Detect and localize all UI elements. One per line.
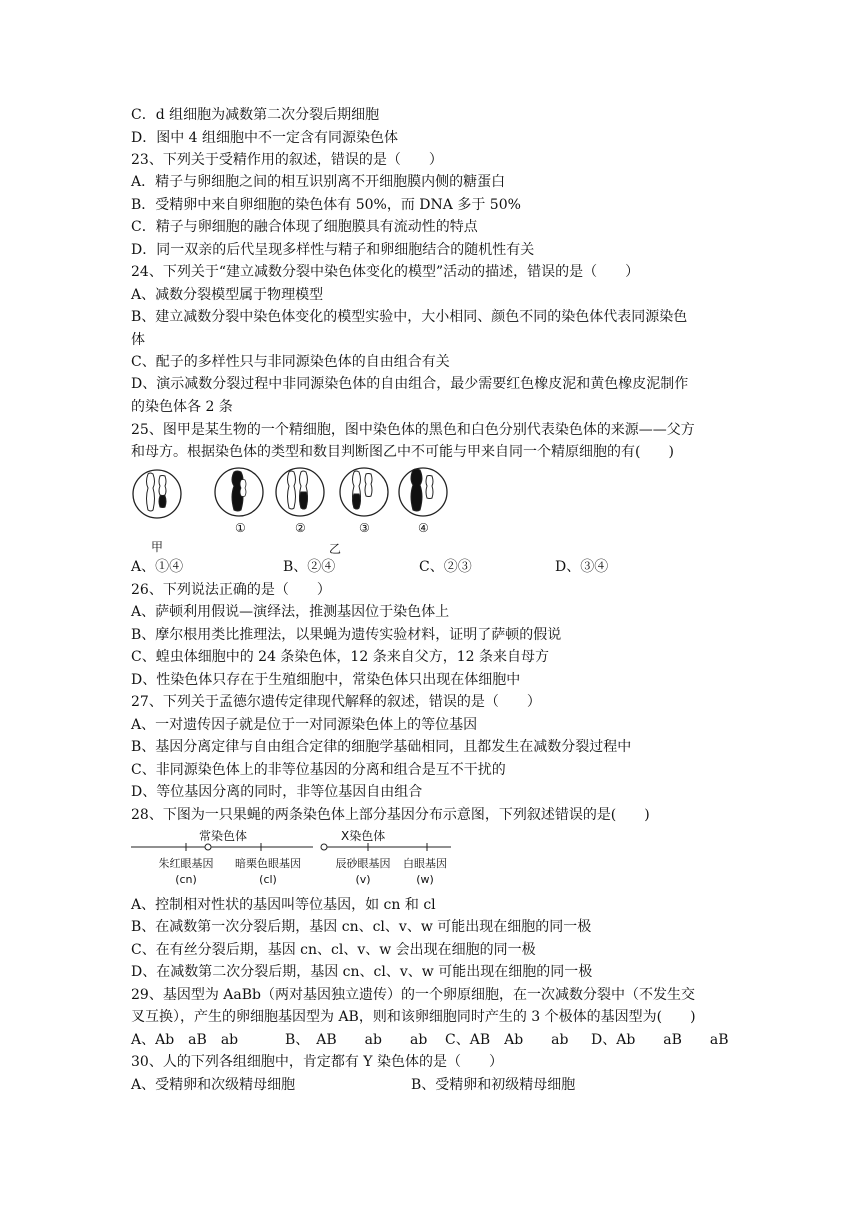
q29-stem-cont: 叉互换），产生的卵细胞基因型为 AB，则和该卵细胞同时产生的 3 个极体的基因型为( ) xyxy=(131,1009,696,1025)
cell-mark-2: ② xyxy=(295,521,306,535)
q28-option-c: C、在有丝分裂后期，基因 cn、cl、v、w 会出现在细胞的同一极 xyxy=(131,942,536,958)
q24-option-c: C、配子的多样性只与非同源染色体的自由组合有关 xyxy=(131,354,450,370)
q30-option-b: B、受精卵和初级精母细胞 xyxy=(411,1077,576,1093)
q26-option-c: C、蝗虫体细胞中的 24 条染色体，12 条来自父方，12 条来自母方 xyxy=(131,649,549,665)
q26-option-b: B、摩尔根用类比推理法，以果蝇为遗传实验材料，证明了萨顿的假说 xyxy=(131,627,562,643)
q24-option-b-cont: 体 xyxy=(131,332,145,348)
gene-name-cl: 暗栗色眼基因 xyxy=(235,857,301,870)
cell-mark-3: ③ xyxy=(359,521,370,535)
q25-figure-svg xyxy=(131,466,461,556)
gene-symbol-cn: (cn) xyxy=(175,873,197,886)
q23-option-c: C．精子与卵细胞的融合体现了细胞膜具有流动性的特点 xyxy=(131,219,478,235)
q23-option-b: B．受精卵中来自卵细胞的染色体有 50%，而 DNA 多于 50% xyxy=(131,197,521,213)
q27-option-d: D、等位基因分离的同时，非等位基因自由组合 xyxy=(131,784,423,800)
q25-stem-cont: 和母方。根据染色体的类型和数目判断图乙中不可能与甲来自同一个精原细胞的有( ) xyxy=(131,444,674,460)
q25-option-a: A、①④ xyxy=(131,559,184,575)
q26-option-d: D、性染色体只存在于生殖细胞中，常染色体只出现在体细胞中 xyxy=(131,672,521,688)
q28-option-a: A、控制相对性状的基因叫等位基因，如 cn 和 cl xyxy=(131,897,436,913)
autosome-title: 常染色体 xyxy=(199,829,248,843)
cell-3 xyxy=(340,468,388,516)
q25-figure xyxy=(131,466,461,556)
q27-option-a: A、一对遗传因子就是位于一对同源染色体上的等位基因 xyxy=(131,717,478,733)
gene-name-cn: 朱红眼基因 xyxy=(158,857,214,870)
q27-option-c: C、非同源染色体上的非等位基因的分离和组合是互不干扰的 xyxy=(131,762,506,778)
q24-stem: 24、下列关于“建立减数分裂中染色体变化的模型”活动的描述，错误的是（ ） xyxy=(131,264,640,280)
q25-option-c: C、②③ xyxy=(419,559,472,575)
q30-option-a: A、受精卵和次级精母细胞 xyxy=(131,1077,296,1093)
q26-option-a: A、萨顿利用假说—演绎法，推测基因位于染色体上 xyxy=(131,604,450,620)
cell-jia xyxy=(133,470,181,518)
cell-1 xyxy=(215,468,263,516)
q28-option-b: B、在减数第一次分裂后期，基因 cn、cl、v、w 可能出现在细胞的同一极 xyxy=(131,919,592,935)
gene-symbol-cl: (cl) xyxy=(259,873,277,886)
q29-option-c: C、AB Ab ab xyxy=(445,1032,569,1048)
q24-option-d-cont: 的染色体各 2 条 xyxy=(131,399,233,415)
q26-stem: 26、下列说法正确的是（ ） xyxy=(131,582,331,598)
cell-4 xyxy=(399,468,447,516)
label-jia: 甲 xyxy=(151,540,164,554)
q27-option-b: B、基因分离定律与自由组合定律的细胞学基础相同，且都发生在减数分裂过程中 xyxy=(131,739,632,755)
cell-mark-1: ① xyxy=(235,521,246,535)
q28-figure xyxy=(131,827,461,891)
q24-option-d: D、演示减数分裂过程中非同源染色体的自由组合，最少需要红色橡皮泥和黄色橡皮泥制作 xyxy=(131,376,689,392)
q23-option-a: A．精子与卵细胞之间的相互识别离不开细胞膜内侧的糖蛋白 xyxy=(131,174,506,190)
q24-option-b: B、建立减数分裂中染色体变化的模型实验中，大小相同、颜色不同的染色体代表同源染色 xyxy=(131,309,688,325)
q23-stem: 23、下列关于受精作用的叙述，错误的是（ ） xyxy=(131,152,443,168)
q28-stem: 28、下图为一只果蝇的两条染色体上部分基因分布示意图，下列叙述错误的是( ) xyxy=(131,807,650,823)
q29-option-b: B、 AB ab ab xyxy=(285,1032,428,1048)
q25-stem: 25、图甲是某生物的一个精细胞，图中染色体的黑色和白色分别代表染色体的来源——父方 xyxy=(131,422,695,438)
q29-option-d: D、Ab aB aB xyxy=(591,1032,729,1048)
x-chromosome-title: X染色体 xyxy=(341,829,386,843)
q23-option-d: D．同一双亲的后代呈现多样性与精子和卵细胞结合的随机性有关 xyxy=(131,242,535,258)
q25-option-d: D、③④ xyxy=(555,559,609,575)
q27-stem: 27、下列关于孟德尔遗传定律现代解释的叙述，错误的是（ ） xyxy=(131,694,541,710)
gene-name-w: 白眼基因 xyxy=(403,857,447,870)
gene-symbol-v: (v) xyxy=(355,873,371,886)
gene-symbol-w: (w) xyxy=(416,873,434,886)
q29-option-a: A、Ab aB ab xyxy=(131,1032,239,1048)
q29-stem: 29、基因型为 AaBb（两对基因独立遗传）的一个卵原细胞，在一次减数分裂中（不发生交 xyxy=(131,987,695,1003)
gene-name-v: 辰砂眼基因 xyxy=(335,857,391,870)
q22-option-d: D．图中 4 组细胞中不一定含有同源染色体 xyxy=(131,130,399,146)
q28-option-d: D、在减数第二次分裂后期，基因 cn、cl、v、w 可能出现在细胞的同一极 xyxy=(131,964,593,980)
q25-option-b: B、②④ xyxy=(283,559,336,575)
cell-2 xyxy=(276,468,324,516)
q22-option-c: C．d 组细胞为减数第二次分裂后期细胞 xyxy=(131,107,380,123)
q30-stem: 30、人的下列各组细胞中，肯定都有 Y 染色体的是（ ） xyxy=(131,1054,503,1070)
q24-option-a: A、减数分裂模型属于物理模型 xyxy=(131,287,324,303)
label-yi: 乙 xyxy=(329,542,342,556)
cell-mark-4: ④ xyxy=(418,521,429,535)
